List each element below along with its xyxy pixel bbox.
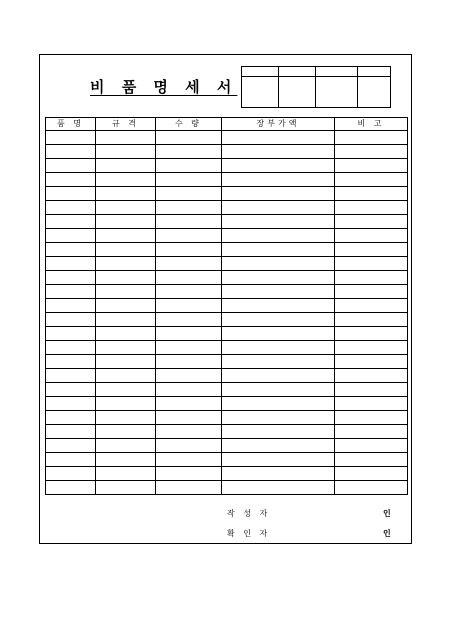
table-cell[interactable]: [222, 453, 335, 467]
table-cell[interactable]: [156, 131, 222, 145]
table-cell[interactable]: [46, 257, 96, 271]
table-cell[interactable]: [156, 425, 222, 439]
table-cell[interactable]: [96, 229, 156, 243]
table-row: [46, 397, 408, 411]
table-cell[interactable]: [156, 397, 222, 411]
table-cell[interactable]: [222, 397, 335, 411]
table-cell[interactable]: [222, 243, 335, 257]
table-cell[interactable]: [46, 145, 96, 159]
table-cell[interactable]: [96, 355, 156, 369]
table-cell[interactable]: [335, 355, 408, 369]
table-cell[interactable]: [156, 173, 222, 187]
table-cell[interactable]: [222, 425, 335, 439]
table-cell[interactable]: [335, 243, 408, 257]
table-row: [46, 145, 408, 159]
table-cell[interactable]: [222, 411, 335, 425]
table-cell[interactable]: [156, 285, 222, 299]
table-cell[interactable]: [222, 327, 335, 341]
table-row: [46, 425, 408, 439]
table-cell[interactable]: [156, 201, 222, 215]
table-cell[interactable]: [96, 173, 156, 187]
table-cell[interactable]: [46, 215, 96, 229]
table-cell[interactable]: [156, 481, 222, 495]
table-row: [46, 383, 408, 397]
table-cell[interactable]: [335, 229, 408, 243]
table-cell[interactable]: [222, 355, 335, 369]
table-cell[interactable]: [222, 481, 335, 495]
table-cell[interactable]: [96, 411, 156, 425]
document-title: 비 품 명 세 서: [90, 78, 238, 96]
table-cell[interactable]: [46, 271, 96, 285]
table-cell[interactable]: [46, 453, 96, 467]
table-cell[interactable]: [96, 243, 156, 257]
table-cell[interactable]: [222, 257, 335, 271]
table-cell[interactable]: [335, 383, 408, 397]
table-cell[interactable]: [46, 397, 96, 411]
table-cell[interactable]: [222, 271, 335, 285]
table-cell[interactable]: [335, 327, 408, 341]
table-row: [46, 453, 408, 467]
approval-cell[interactable]: [278, 67, 315, 77]
table-cell[interactable]: [96, 425, 156, 439]
table-cell[interactable]: [96, 131, 156, 145]
table-cell[interactable]: [222, 341, 335, 355]
table-row: [46, 355, 408, 369]
table-cell[interactable]: [335, 453, 408, 467]
table-cell[interactable]: [96, 453, 156, 467]
table-cell[interactable]: [156, 327, 222, 341]
table-row: [46, 159, 408, 173]
table-header-row: [46, 118, 408, 131]
table-cell[interactable]: [335, 271, 408, 285]
approval-cell[interactable]: [358, 77, 391, 108]
table-cell[interactable]: [46, 439, 96, 453]
table-row: [46, 439, 408, 453]
column-header-spec: 규 격: [96, 118, 156, 131]
table-cell[interactable]: [222, 313, 335, 327]
table-cell[interactable]: [96, 397, 156, 411]
table-cell[interactable]: [46, 243, 96, 257]
approval-cell[interactable]: [242, 77, 279, 108]
table-cell[interactable]: [156, 229, 222, 243]
table-cell[interactable]: [222, 369, 335, 383]
table-row: [46, 243, 408, 257]
table-cell[interactable]: [335, 145, 408, 159]
table-cell[interactable]: [96, 327, 156, 341]
table-cell[interactable]: [156, 215, 222, 229]
table-cell[interactable]: [96, 159, 156, 173]
table-cell[interactable]: [46, 285, 96, 299]
table-cell[interactable]: [46, 383, 96, 397]
approval-cell[interactable]: [315, 77, 358, 108]
table-cell[interactable]: [335, 411, 408, 425]
table-cell[interactable]: [156, 313, 222, 327]
writer-seal: 인: [383, 509, 391, 518]
table-row: [46, 257, 408, 271]
table-cell[interactable]: [46, 299, 96, 313]
table-cell[interactable]: [96, 285, 156, 299]
table-cell[interactable]: [335, 313, 408, 327]
table-cell[interactable]: [46, 173, 96, 187]
table-cell[interactable]: [222, 229, 335, 243]
confirmer-seal: 인: [383, 529, 391, 538]
table-cell[interactable]: [222, 285, 335, 299]
table-row: [46, 271, 408, 285]
table-row: [46, 187, 408, 201]
table-cell[interactable]: [335, 481, 408, 495]
approval-box: [241, 66, 391, 108]
table-cell[interactable]: [46, 327, 96, 341]
table-cell[interactable]: [46, 425, 96, 439]
table-cell[interactable]: [335, 425, 408, 439]
table-cell[interactable]: [335, 439, 408, 453]
table-cell[interactable]: [335, 397, 408, 411]
table-cell[interactable]: [46, 355, 96, 369]
approval-cell[interactable]: [315, 67, 358, 77]
table-cell[interactable]: [156, 467, 222, 481]
table-row: [46, 313, 408, 327]
table-cell[interactable]: [222, 201, 335, 215]
table-cell[interactable]: [46, 467, 96, 481]
table-cell[interactable]: [96, 313, 156, 327]
table-cell[interactable]: [156, 145, 222, 159]
approval-cell[interactable]: [242, 67, 279, 77]
table-cell[interactable]: [96, 215, 156, 229]
table-cell[interactable]: [335, 215, 408, 229]
column-header-item-name: 품 명: [46, 118, 96, 131]
table-cell[interactable]: [156, 159, 222, 173]
table-cell[interactable]: [156, 355, 222, 369]
table-cell[interactable]: [96, 299, 156, 313]
table-cell[interactable]: [335, 341, 408, 355]
table-row: [46, 173, 408, 187]
table-cell[interactable]: [335, 159, 408, 173]
table-cell[interactable]: [222, 159, 335, 173]
table-cell[interactable]: [46, 481, 96, 495]
table-cell[interactable]: [46, 159, 96, 173]
table-cell[interactable]: [46, 131, 96, 145]
table-cell[interactable]: [96, 187, 156, 201]
table-cell[interactable]: [156, 383, 222, 397]
table-cell[interactable]: [156, 243, 222, 257]
table-cell[interactable]: [156, 299, 222, 313]
table-cell[interactable]: [46, 411, 96, 425]
table-cell[interactable]: [335, 285, 408, 299]
table-cell[interactable]: [96, 439, 156, 453]
column-header-remarks: 비 고: [335, 118, 408, 131]
table-cell[interactable]: [96, 369, 156, 383]
table-cell[interactable]: [156, 411, 222, 425]
table-row: [46, 467, 408, 481]
table-cell[interactable]: [46, 229, 96, 243]
table-cell[interactable]: [222, 215, 335, 229]
items-table: [45, 117, 408, 495]
table-row: [46, 411, 408, 425]
table-cell[interactable]: [335, 201, 408, 215]
table-cell[interactable]: [156, 453, 222, 467]
table-cell[interactable]: [46, 313, 96, 327]
table-cell[interactable]: [335, 467, 408, 481]
table-cell[interactable]: [222, 467, 335, 481]
table-cell[interactable]: [335, 131, 408, 145]
approval-cell[interactable]: [278, 77, 315, 108]
table-cell[interactable]: [222, 173, 335, 187]
table-cell[interactable]: [222, 299, 335, 313]
confirmer-label: 확 인 자: [227, 529, 271, 538]
table-cell[interactable]: [335, 369, 408, 383]
table-row: [46, 299, 408, 313]
table-row: [46, 201, 408, 215]
table-row: [46, 229, 408, 243]
column-header-quantity: 수 량: [156, 118, 222, 131]
table-cell[interactable]: [46, 187, 96, 201]
table-cell[interactable]: [335, 299, 408, 313]
table-cell[interactable]: [96, 467, 156, 481]
table-cell[interactable]: [46, 201, 96, 215]
table-row: [46, 131, 408, 145]
table-row: [46, 215, 408, 229]
table-cell[interactable]: [156, 271, 222, 285]
table-row: [46, 327, 408, 341]
table-cell[interactable]: [156, 187, 222, 201]
table-cell[interactable]: [96, 257, 156, 271]
table-cell[interactable]: [96, 145, 156, 159]
table-cell[interactable]: [156, 257, 222, 271]
table-row: [46, 341, 408, 355]
table-cell[interactable]: [222, 145, 335, 159]
approval-cell[interactable]: [358, 67, 391, 77]
table-cell[interactable]: [96, 383, 156, 397]
table-cell[interactable]: [156, 341, 222, 355]
table-cell[interactable]: [96, 271, 156, 285]
table-cell[interactable]: [96, 201, 156, 215]
table-cell[interactable]: [222, 383, 335, 397]
table-cell[interactable]: [156, 369, 222, 383]
table-cell[interactable]: [222, 131, 335, 145]
writer-label: 작 성 자: [227, 509, 271, 518]
column-header-book-value: 장부가액: [222, 118, 335, 131]
table-cell[interactable]: [46, 341, 96, 355]
table-row: [46, 481, 408, 495]
table-cell[interactable]: [335, 173, 408, 187]
table-row: [46, 285, 408, 299]
table-cell[interactable]: [96, 341, 156, 355]
items-table-body: [46, 131, 408, 495]
table-cell[interactable]: [335, 187, 408, 201]
table-cell[interactable]: [46, 369, 96, 383]
table-row: [46, 369, 408, 383]
table-cell[interactable]: [222, 187, 335, 201]
table-cell[interactable]: [96, 481, 156, 495]
table-cell[interactable]: [156, 439, 222, 453]
table-cell[interactable]: [222, 439, 335, 453]
table-cell[interactable]: [335, 257, 408, 271]
